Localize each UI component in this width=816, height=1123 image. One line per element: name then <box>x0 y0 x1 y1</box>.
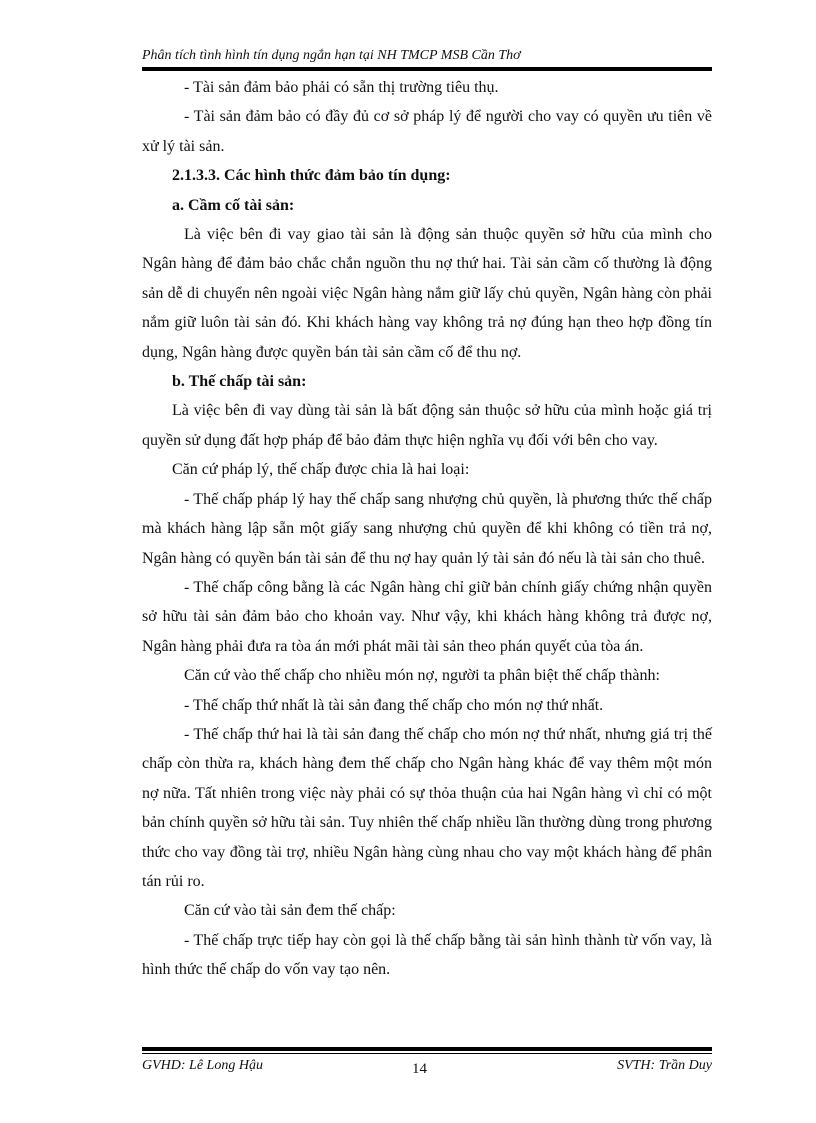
paragraph: - Thế chấp công bằng là các Ngân hàng chỉ giữ bản chính giấy chứng nhận quyền sở hữu tài sản đảm bảo cho khoản vay. Như vậy, khi khách hàng không trả được nợ, Ngân hàng phải đưa ra tòa án mới phát mãi tài sản theo phán quyết của tòa án. <box>142 578 712 655</box>
paragraph: - Thế chấp thứ hai là tài sản đang thế chấp cho món nợ thứ nhất, nhưng giá trị thế chấp còn thừa ra, khách hàng đem thế chấp cho Ngân hàng khác để vay thêm một món nợ nữa. Tất nhiên trong việc này phải có sự thỏa thuận của hai Ngân hàng vì chỉ có một bản chính quyền sở hữu tài sản. Tuy nhiên thế chấp nhiều lần thường dùng trong phương thức cho vay đồng tài trợ, nhiều Ngân hàng cùng nhau cho vay một khách hàng để phân tán rủi ro. <box>142 725 712 890</box>
paragraph: Căn cứ pháp lý, thế chấp được chia là hai loại: <box>172 461 470 479</box>
paragraph: Là việc bên đi vay giao tài sản là động sản thuộc quyền sở hữu của mình cho Ngân hàng để đảm bảo chắc chắn nguồn thu nợ thứ hai. Tài sản cầm cố thường là động sản dễ di chuyển nên ngoài việc Ngân hàng nắm giữ lấy chủ quyền, Ngân hàng còn phải nắm giữ luôn tài sản đó. Khi khách hàng vay không trả nợ đúng hạn theo hợp đồng tín dụng, Ngân hàng được quyền bán tài sản cầm cố để thu nợ. <box>142 226 712 361</box>
paragraph: Căn cứ vào thế chấp cho nhiều món nợ, người ta phân biệt thế chấp thành: <box>184 667 660 685</box>
page-body <box>142 73 712 985</box>
footer-rule-thin <box>142 1053 712 1054</box>
footer-student: SVTH: Trần Duy <box>617 1058 712 1073</box>
paragraph: - Thế chấp pháp lý hay thế chấp sang nhượng chủ quyền, là phương thức thế chấp mà khách hàng lập sẵn một giấy sang nhượng chủ quyền để khi không có tiền trả nợ, Ngân hàng có quyền bán tài sản để thu nợ hay quản lý tài sản đó nếu là tài sản cho thuê. <box>142 490 712 567</box>
page-number: 14 <box>412 1061 427 1077</box>
header-rule <box>142 67 712 71</box>
header-title: Phân tích tình hình tín dụng ngắn hạn tại NH TMCP MSB Cần Thơ <box>142 48 521 63</box>
paragraph: - Thế chấp trực tiếp hay còn gọi là thế chấp bằng tài sản hình thành từ vốn vay, là hình thức thế chấp do vốn vay tạo nên. <box>142 931 712 979</box>
paragraph: - Tài sản đảm bảo có đầy đủ cơ sở pháp lý để người cho vay có quyền ưu tiên về xử lý tài sản. <box>142 108 712 155</box>
paragraph: Là việc bên đi vay dùng tài sản là bất động sản thuộc sở hữu của mình hoặc giá trị quyền sử dụng đất hợp pháp để bảo đảm thực hiện nghĩa vụ đối với bên cho vay. <box>142 402 712 449</box>
section-heading: 2.1.3.3. Các hình thức đảm bảo tín dụng: <box>172 167 451 185</box>
paragraph: Căn cứ vào tài sản đem thế chấp: <box>184 902 396 920</box>
paragraph: - Tài sản đảm bảo phải có sẵn thị trường tiêu thụ. <box>184 79 499 96</box>
subsection-heading: b. Thế chấp tài sản: <box>172 373 307 391</box>
paragraph: - Thế chấp thứ nhất là tài sản đang thế chấp cho món nợ thứ nhất. <box>184 696 604 714</box>
footer-rule-thick <box>142 1047 712 1051</box>
subsection-heading: a. Cầm cố tài sản: <box>172 196 295 214</box>
footer-advisor: GVHD: Lê Long Hậu <box>142 1058 263 1073</box>
